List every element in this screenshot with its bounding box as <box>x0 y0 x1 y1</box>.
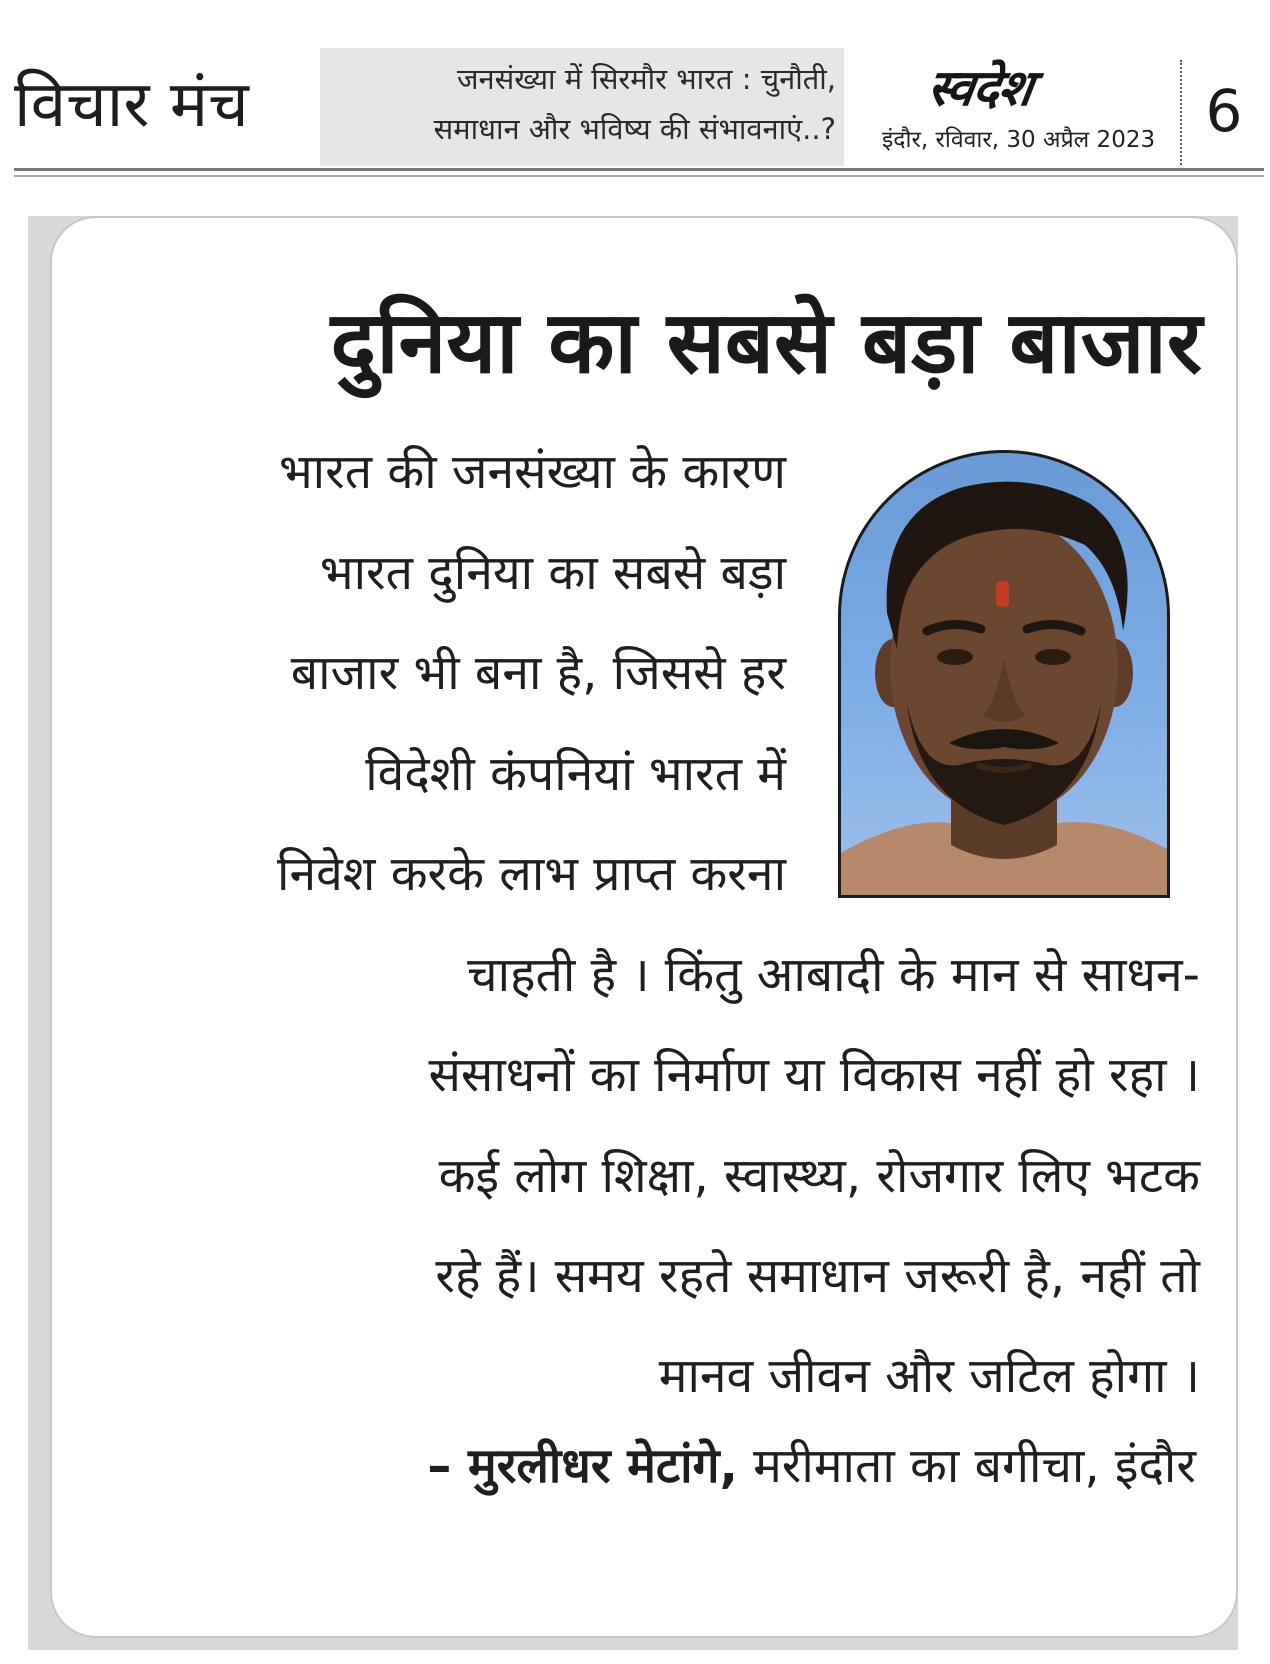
body-line: भारत दुनिया का सबसे बड़ा <box>319 545 786 601</box>
page-number: 6 <box>1205 77 1243 145</box>
masthead-logo: स्वदेश <box>923 58 1037 117</box>
byline-author: – मुरलीधर मेटांगे, <box>427 1438 738 1494</box>
topic-box <box>320 48 844 166</box>
body-line: मानव जीवन और जटिल होगा । <box>658 1348 1200 1404</box>
article-card <box>50 216 1238 1638</box>
article-headline: दुनिया का सबसे बड़ा बाजार <box>330 293 1202 393</box>
header-divider <box>1180 60 1182 165</box>
topic-line-1: जनसंख्या में सिरमौर भारत : चुनौती, <box>457 62 836 96</box>
body-line: चाहती है । किंतु आबादी के मान से साधन- <box>467 947 1200 1003</box>
body-line: रहे हैं। समय रहते समाधान जरूरी है, नहीं तो <box>435 1248 1200 1304</box>
body-line: भारत की जनसंख्या के कारण <box>278 444 786 500</box>
topic-line-2: समाधान और भविष्य की संभावनाएं..? <box>433 112 836 146</box>
header-rule <box>14 168 1264 171</box>
section-name: विचार मंच <box>14 68 249 142</box>
body-line: निवेश करके लाभ प्राप्त करना <box>277 846 786 902</box>
header-rule-thin <box>14 175 1264 177</box>
body-line: बाजार भी बना है, जिससे हर <box>290 645 786 701</box>
body-line: संसाधनों का निर्माण या विकास नहीं हो रहा । <box>428 1047 1200 1103</box>
dateline: इंदौर, रविवार, 30 अप्रैल 2023 <box>882 127 1156 153</box>
article-byline <box>427 1416 1196 1516</box>
byline-place: मरीमाता का बगीचा, इंदौर <box>737 1438 1196 1494</box>
body-line: कई लोग शिक्षा, स्वास्थ्य, रोजगार लिए भटक <box>438 1148 1200 1204</box>
body-line: विदेशी कंपनियां भारत में <box>365 746 786 802</box>
